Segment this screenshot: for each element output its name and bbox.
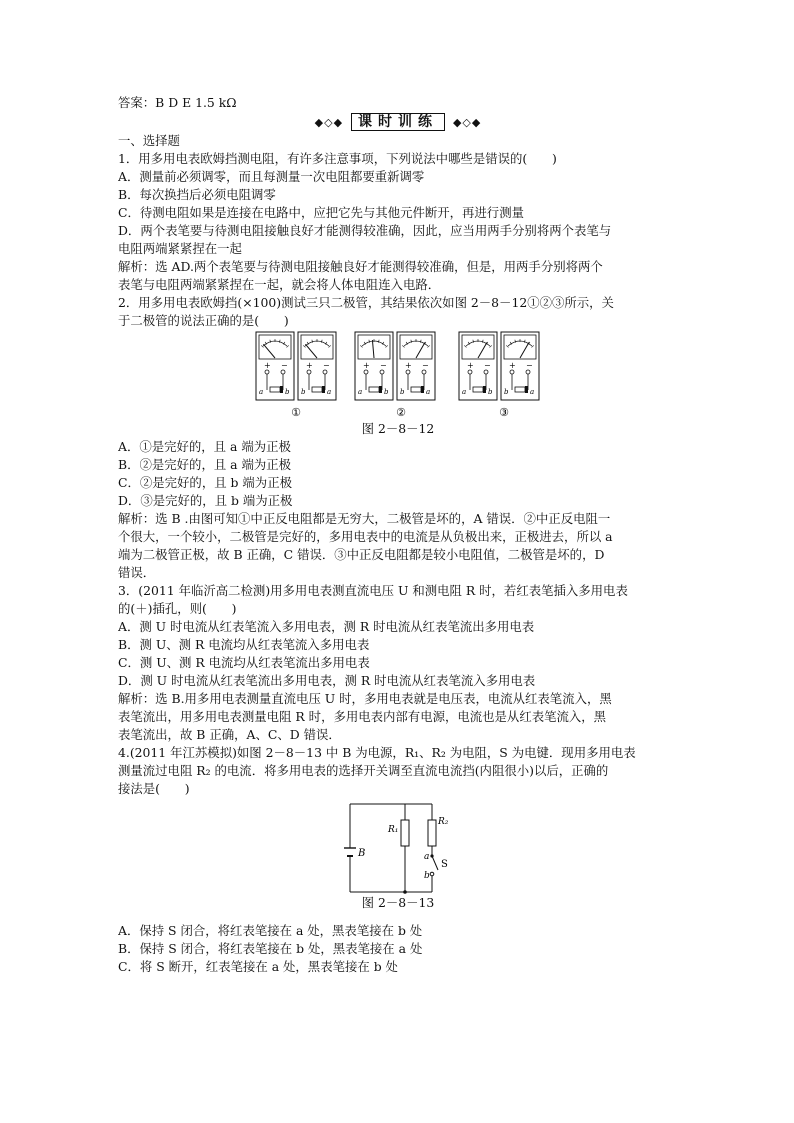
- q2-analysis-cont2: 端为二极管正极，故 B 正确，C 错误．③中正反电阻都是较小电阻值，二极管是坏的，D: [118, 547, 605, 562]
- label-r1: R₁: [388, 825, 399, 835]
- q2-option-d: D．③是完好的，且 b 端为正极: [118, 493, 293, 508]
- q3-stem: 3．(2011 年临沂高二检测)用多用电表测直流电压 U 和测电阻 R 时，若红表笔插入多用电表: [118, 583, 628, 598]
- diode-body: [369, 387, 379, 392]
- probe-label-a: b: [400, 388, 405, 396]
- multimeter-minus-sign: −: [323, 361, 330, 370]
- q4-stem-cont2: 接法是( ): [118, 781, 190, 796]
- q1-analysis: 解析：选 AD.两个表笔要与待测电阻接触良好才能测得较准确，但是，用两手分别将两个: [118, 259, 603, 274]
- figure-2-8-13: [118, 798, 678, 894]
- diode-body: [515, 387, 525, 392]
- diode-band: [280, 386, 283, 393]
- label-switch-s: S: [441, 859, 448, 870]
- multimeter-minus-sign: −: [526, 361, 533, 370]
- diode-body: [411, 387, 421, 392]
- multimeter-needle: [372, 340, 374, 358]
- figure-2-8-13-caption: 图 2－8－13: [361, 895, 435, 910]
- probe-label-a: a: [358, 388, 363, 396]
- q3-option-d: D．测 U 时电流从红表笔流出多用电表，测 R 时电流从红表笔流入多用电表: [118, 673, 536, 688]
- probe-label-a: a: [462, 388, 467, 396]
- multimeter-terminal: [364, 370, 368, 374]
- multimeter-needle: [416, 342, 425, 358]
- q3-option-b: B．测 U、测 R 电流均从红表笔流入多用电表: [118, 637, 370, 652]
- probe-label-a: a: [259, 388, 264, 396]
- diode-band: [379, 386, 382, 393]
- multimeter-plus-sign: +: [264, 361, 271, 370]
- q2-analysis-cont3: 错误．: [118, 565, 156, 580]
- probe-label-b: a: [426, 388, 431, 396]
- multimeter-plus-sign: +: [405, 361, 412, 370]
- q1-analysis-cont: 表笔与电阻两端紧紧捏在一起，就会将人体电阻连入电路．: [118, 277, 441, 292]
- probe-label-b: b: [488, 388, 493, 396]
- q2-stem: 2．用多用电表欧姆挡(×100)测试三只二极管，其结果依次如图 2－8－12①②③所示，关: [118, 295, 614, 310]
- multimeter-needle: [520, 342, 529, 358]
- q3-analysis-cont1: 表笔流出，用多用电表测量电阻 R 时，多用电表内部有电源，电流也是从红表笔流入，黑: [118, 709, 607, 724]
- q1-option-c: C．待测电阻如果是连接在电路中，应把它先与其他元件断开，再进行测量: [118, 205, 524, 220]
- q3-option-c: C．测 U、测 R 电流均从红表笔流出多用电表: [118, 655, 370, 670]
- section-banner: [118, 112, 678, 132]
- label-b: b: [424, 871, 430, 881]
- q4-stem-cont1: 测量流过电阻 R₂ 的电流．将多用电表的选择开关调至直流电流挡(内阻很小)以后，正确的: [118, 763, 609, 778]
- multimeter-dial: [259, 335, 291, 359]
- multimeter-terminal: [510, 370, 514, 374]
- multimeter-terminal: [380, 370, 384, 374]
- multimeter-plus-sign: +: [306, 361, 313, 370]
- multimeter-terminal: [265, 370, 269, 374]
- switch-terminal-b: [430, 872, 434, 876]
- label-a: a: [424, 852, 430, 862]
- label-r2: R₂: [438, 817, 449, 827]
- multimeter-dial: [301, 335, 333, 359]
- multimeter-minus-sign: −: [380, 361, 387, 370]
- answer-line: 答案：B D E 1.5 kΩ: [118, 95, 237, 110]
- banner-right-deco: ◆◇◆: [452, 116, 482, 129]
- figure-label-3: ③: [499, 406, 509, 419]
- probe-label-b: b: [285, 388, 290, 396]
- document-page: [118, 94, 678, 976]
- diode-body: [473, 387, 483, 392]
- probe-label-a: b: [504, 388, 509, 396]
- figure-label-1: ①: [291, 406, 301, 419]
- probe-label-b: a: [530, 388, 535, 396]
- q4-option-a: A．保持 S 闭合，将红表笔接在 a 处，黑表笔接在 b 处: [118, 923, 423, 938]
- diode-body: [312, 387, 322, 392]
- multimeter-dial: [504, 335, 536, 359]
- resistor-r2: [428, 820, 436, 846]
- multimeter-terminal: [323, 370, 327, 374]
- switch-terminal-a: [430, 854, 433, 857]
- q4-option-b: B．保持 S 闭合，将红表笔接在 b 处，黑表笔接在 a 处: [118, 941, 423, 956]
- diode-band: [525, 386, 528, 393]
- multimeter-dial: [462, 335, 494, 359]
- multimeter-terminal: [406, 370, 410, 374]
- banner-title: 课时训练: [351, 113, 445, 131]
- q1-option-b: B．每次换挡后必须电阻调零: [118, 187, 276, 202]
- multimeter-minus-sign: −: [422, 361, 429, 370]
- probe-label-a: b: [301, 388, 306, 396]
- multimeter-plus-sign: +: [363, 361, 370, 370]
- multimeter-terminal: [281, 370, 285, 374]
- diode-body: [270, 387, 280, 392]
- q1-option-d-cont: 电阻两端紧紧捏在一起: [118, 241, 242, 256]
- multimeter-minus-sign: −: [484, 361, 491, 370]
- q2-stem-cont: 于二极管的说法正确的是( ): [118, 313, 289, 328]
- multimeter-dial: [400, 335, 432, 359]
- multimeter-plus-sign: +: [509, 361, 516, 370]
- probe-label-b: a: [327, 388, 332, 396]
- q3-option-a: A．测 U 时电流从红表笔流入多用电表，测 R 时电流从红表笔流出多用电表: [118, 619, 535, 634]
- multimeter-terminal: [468, 370, 472, 374]
- figure-2-8-12-caption: 图 2－8－12: [361, 421, 435, 436]
- q2-option-c: C．②是完好的，且 b 端为正极: [118, 475, 292, 490]
- diode-band: [483, 386, 486, 393]
- multimeter-terminal: [422, 370, 426, 374]
- multimeter-minus-sign: −: [281, 361, 288, 370]
- label-battery-b: B: [358, 848, 366, 859]
- q4-option-c: C．将 S 断开，红表笔接在 a 处，黑表笔接在 b 处: [118, 959, 398, 974]
- multimeter-terminal: [526, 370, 530, 374]
- q2-analysis: 解析：选 B .由图可知①中正反电阻都是无穷大，二极管是坏的，A 错误．②中正反电阻一: [118, 511, 611, 526]
- banner-left-deco: ◆◇◆: [314, 116, 344, 129]
- q2-option-a: A．①是完好的，且 a 端为正极: [118, 439, 291, 454]
- q3-analysis-cont2: 表笔流出，故 B 正确，A、C、D 错误．: [118, 727, 341, 742]
- probe-label-b: b: [384, 388, 389, 396]
- figure-2-8-12: [118, 330, 678, 420]
- multimeter-diagram: [118, 330, 678, 420]
- multimeter-terminal: [484, 370, 488, 374]
- resistor-r1: [401, 820, 409, 846]
- switch-s-blade: [432, 856, 438, 870]
- q4-stem: 4.(2011 年江苏模拟)如图 2－8－13 中 B 为电源，R₁、R₂ 为电阻，S 为电键．现用多用电表: [118, 745, 636, 760]
- circuit-junction: [403, 890, 407, 894]
- q1-stem: 1．用多用电表欧姆挡测电阻，有许多注意事项，下列说法中哪些是错误的( ): [118, 151, 557, 166]
- figure-label-2: ②: [396, 406, 406, 419]
- diode-band: [421, 386, 424, 393]
- multimeter-needle: [305, 344, 317, 358]
- multimeter-needle: [263, 344, 275, 358]
- q3-stem-cont: 的(＋)插孔，则( ): [118, 601, 237, 616]
- multimeter-terminal: [307, 370, 311, 374]
- q2-analysis-cont1: 个很大，一个较小，二极管是完好的，多用电表中的电流是从负极出来，正极进去，所以 a: [118, 529, 613, 544]
- q2-option-b: B．②是完好的，且 a 端为正极: [118, 457, 292, 472]
- q1-option-d: D．两个表笔要与待测电阻接触良好才能测得较准确，因此，应当用两手分别将两个表笔与: [118, 223, 612, 238]
- diode-band: [322, 386, 325, 393]
- multimeter-plus-sign: +: [467, 361, 474, 370]
- q1-option-a: A．测量前必须调零，而且每测量一次电阻都要重新调零: [118, 169, 425, 184]
- section-heading: 一、选择题: [118, 133, 180, 148]
- circuit-diagram: [118, 798, 678, 894]
- q3-analysis: 解析：选 B.用多用电表测量直流电压 U 时，多用电表就是电压表，电流从红表笔流入，黑: [118, 691, 612, 706]
- multimeter-needle: [478, 342, 487, 358]
